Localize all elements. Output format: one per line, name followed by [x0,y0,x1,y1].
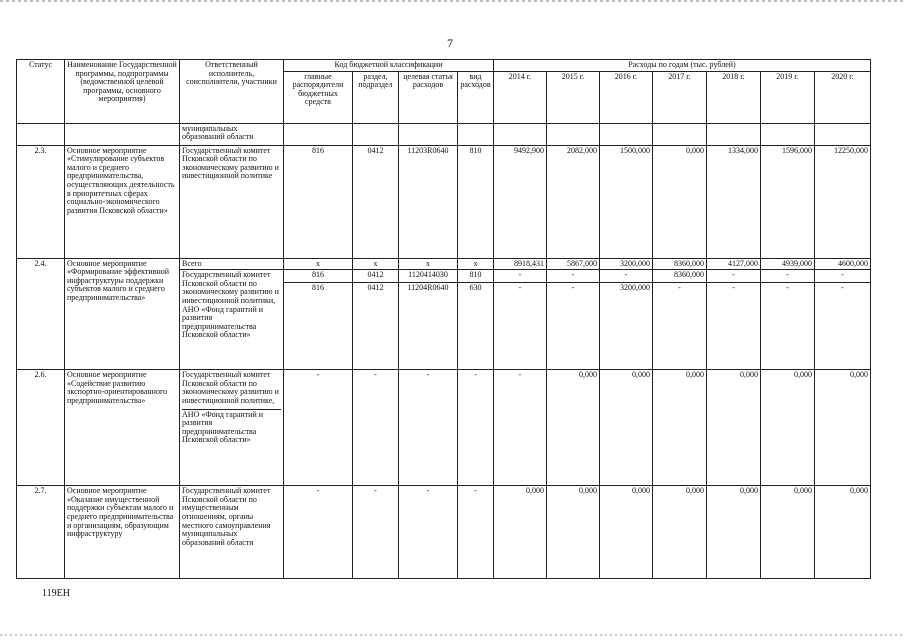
name-cell: Основное мероприятие «Формирование эффективной инфраструктуры поддержки субъектов малого и среднего предпринимательства» [65,258,180,370]
value-cell: - [494,270,547,283]
value-cell: - [494,370,547,486]
header-expenses-group: Расходы по годам (тыс. рублей) [494,60,871,72]
header-year-2018: 2018 г. [707,71,761,123]
value-cell: 0,000 [547,370,600,486]
value-cell: 9492,900 [494,145,547,258]
executor-cell [180,370,284,486]
vr-cell: х [458,258,494,270]
value-cell: 2082,000 [547,145,600,258]
value-cell: - [653,283,707,296]
value-cell: 8360,000 [653,270,707,283]
value-cell: 0,000 [653,145,707,258]
razdel-cell: 0412 [353,270,399,283]
vr-cell: - [458,486,494,579]
value-cell: 8360,000 [653,258,707,270]
csr-cell: - [399,370,458,486]
value-cell: 1596,000 [761,145,815,258]
status-cell: 2.3. [17,145,65,258]
value-cell: - [600,270,653,283]
value-cell: - [815,270,871,283]
value-cell: 0,000 [494,486,547,579]
header-year-2016: 2016 г. [600,71,653,123]
document-code: 119ЕН [42,588,70,599]
executor-cell: Государственный комитет Псковской области по экономическому развитию и инвестиционной политики, АНО «Фонд гарантий и развития предпринимательства Псковской области» [180,270,284,370]
table-row [17,123,871,145]
header-code-group: Код бюджетной классификации [284,60,494,72]
table-row [17,486,871,579]
value-cell: 4600,000 [815,258,871,270]
value-cell: 0,000 [653,370,707,486]
grbs-cell: - [284,486,353,579]
status-cell: 2.7. [17,486,65,579]
vr-cell: 810 [458,145,494,258]
header-csr: целевая статья расходов [399,71,458,123]
value-cell: - [547,283,600,296]
status-cell: 2.4. [17,258,65,370]
value-cell: - [547,270,600,283]
value-cell: 3200,000 [600,258,653,270]
csr-cell: 1120414030 [399,270,458,283]
value-cell: 0,000 [761,486,815,579]
csr-cell: - [399,486,458,579]
executor-cell: муниципальных образований области [180,123,284,145]
vr-cell: 810 [458,270,494,283]
name-cell: Основное мероприятие «Содействие развитию экспортно-ориентированного предпринимательства» [65,370,180,486]
value-cell: 1334,000 [707,145,761,258]
grbs-cell: 816 [284,270,353,283]
name-cell: Основное мероприятие «Оказание имущественной поддержки субъектам малого и среднего предпринимательства и организациям, образующим инфраструктуру [65,486,180,579]
value-cell: - [761,270,815,283]
value-cell: 0,000 [707,370,761,486]
header-year-2014: 2014 г. [494,71,547,123]
header-razdel: раздел, подраздел [353,71,399,123]
value-cell: 0,000 [600,370,653,486]
value-cell: - [815,283,871,296]
header-executor: Ответственный исполнитель, соисполнители, участники [180,60,284,124]
razdel-cell: - [353,486,399,579]
scan-edge-top [0,0,905,2]
value-cell: 0,000 [815,486,871,579]
value-cell: 0,000 [653,486,707,579]
csr-cell: 11203R0640 [399,145,458,258]
value-cell: 0,000 [761,370,815,486]
status-cell: 2.6. [17,370,65,486]
grbs-cell: 816 [284,283,353,296]
value-cell: 0,000 [707,486,761,579]
executor-cell: Государственный комитет Псковской области по имущественным отношениям, органы местного самоуправления муниципальных образований области [180,486,284,579]
razdel-cell: 0412 [353,283,399,296]
page-number: 7 [447,36,453,50]
header-status: Статус [17,60,65,124]
value-cell: 4939,000 [761,258,815,270]
value-cell: - [494,283,547,296]
executor-cell: Государственный комитет Псковской области по экономическому развитию и инвестиционной политике [180,145,284,258]
value-cell: 5867,000 [547,258,600,270]
executor-text: АНО «Фонд гарантий и развития предпринимательства Псковской области» [182,409,281,445]
value-cell: 12250,000 [815,145,871,258]
csr-cell: х [399,258,458,270]
value-cell: - [707,283,761,296]
table-row [17,145,871,258]
executor-text: Государственный комитет Псковской области по экономическому развитию и инвестиционной политике, [182,370,279,405]
header-year-2017: 2017 г. [653,71,707,123]
table-row [17,370,871,486]
value-cell: 0,000 [815,370,871,486]
name-cell: Основное мероприятие «Стимулирование субъектов малого и среднего предпринимательства, осуществляющих деятельность в приоритетных сферах социально-экономического развития Псковской области» [65,145,180,258]
razdel-cell: х [353,258,399,270]
executor-cell: Всего [180,258,284,270]
vr-cell: - [458,370,494,486]
value-cell: 0,000 [547,486,600,579]
budget-table [16,59,871,579]
value-cell: 8918,431 [494,258,547,270]
header-year-2019: 2019 г. [761,71,815,123]
razdel-cell: 0412 [353,145,399,258]
scan-edge-bottom [0,634,905,636]
value-cell: - [707,270,761,283]
csr-cell: 11204R0640 [399,283,458,296]
header-name: Наименование Государственной программы, подпрограммы (ведомственной целевой программы, основного мероприятия) [65,60,180,124]
grbs-cell: - [284,370,353,486]
value-cell: - [761,283,815,296]
header-vr: вид расходов [458,71,494,123]
value-cell: 1500,000 [600,145,653,258]
grbs-cell: 816 [284,145,353,258]
table-row [17,258,871,270]
value-cell: 0,000 [600,486,653,579]
header-year-2015: 2015 г. [547,71,600,123]
value-cell: 4127,000 [707,258,761,270]
razdel-cell: - [353,370,399,486]
grbs-cell: х [284,258,353,270]
value-cell: 3200,000 [600,283,653,296]
header-grbs: главные распорядители бюджетных средств [284,71,353,123]
vr-cell: 630 [458,283,494,296]
header-year-2020: 2020 г. [815,71,871,123]
